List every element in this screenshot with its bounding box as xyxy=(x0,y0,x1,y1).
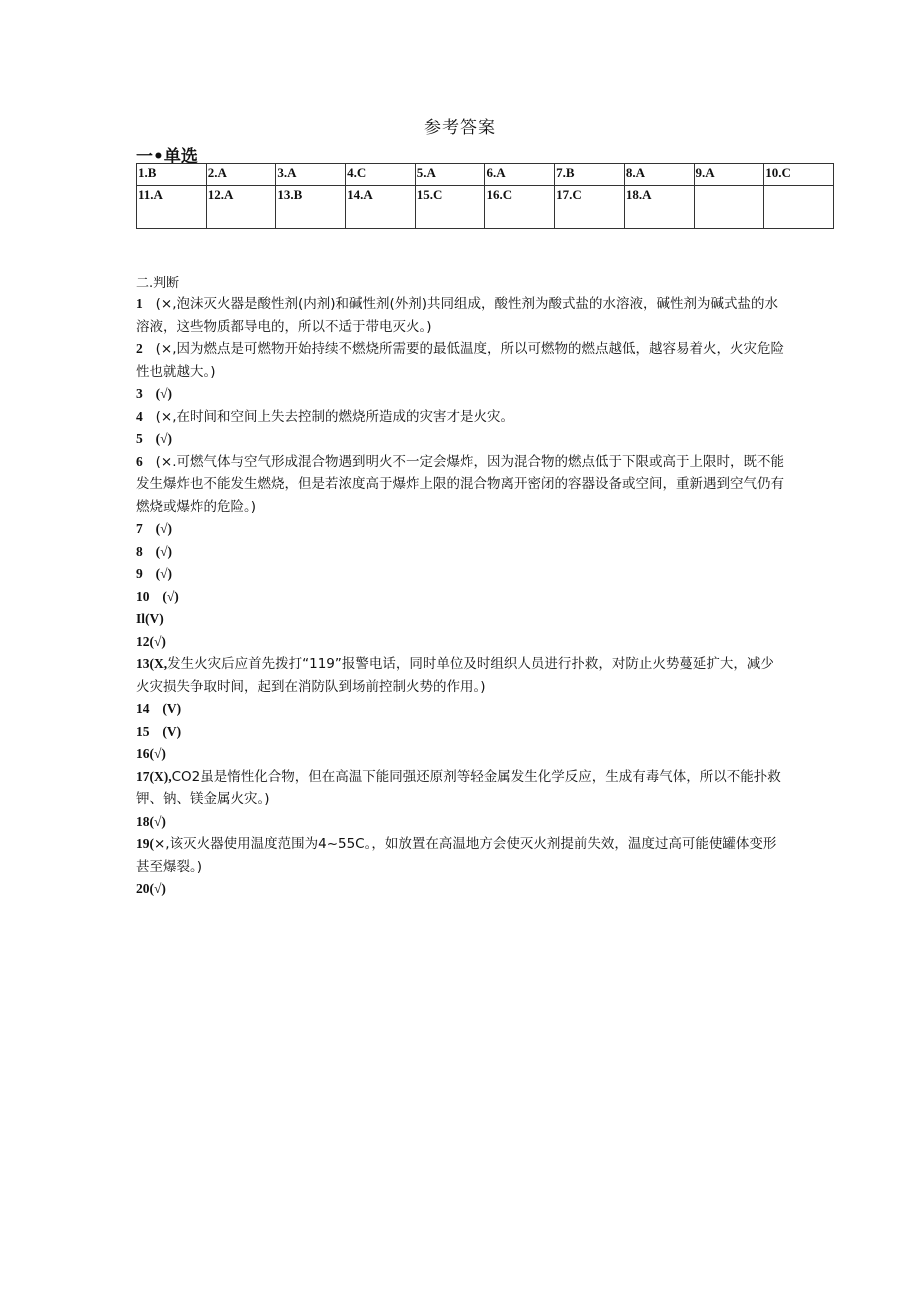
item-number: 17(X), xyxy=(136,768,172,784)
item-text: (√) xyxy=(155,543,173,559)
item-text: (√) xyxy=(155,566,173,581)
item-number: 13(X, xyxy=(136,656,168,671)
item-text: (V) xyxy=(162,701,182,716)
item-number: 8 xyxy=(136,543,143,559)
answer-cell: 9.A xyxy=(694,164,764,186)
list-item xyxy=(136,878,786,901)
item-number: 4 xyxy=(136,408,143,424)
section-single-choice-heading: 一•单选 xyxy=(136,147,198,167)
item-text: (√) xyxy=(155,431,173,446)
list-item xyxy=(136,518,786,541)
list-item xyxy=(136,338,786,383)
item-text: (V) xyxy=(162,723,182,739)
item-number: 19( xyxy=(136,836,154,851)
item-text: 发生火灾后应首先拨打“119”报警电话，同时单位及时组织人员进行扑救，对防止火势蔓延扩大，减少火灾损失争取时间，起到在消防队到场前控制火势的作用。) xyxy=(136,656,774,695)
answer-cell: 1.B xyxy=(137,164,207,186)
answer-cell xyxy=(694,186,764,229)
list-item xyxy=(136,721,786,744)
answer-cell: 18.A xyxy=(624,186,694,229)
answer-cell: 4.C xyxy=(346,164,416,186)
item-number: 9 xyxy=(136,566,143,581)
item-number: 2 xyxy=(136,341,143,356)
item-number: 3 xyxy=(136,386,143,401)
item-text: (√) xyxy=(155,521,173,536)
answer-cell: 13.B xyxy=(276,186,346,229)
list-item xyxy=(136,653,786,698)
answer-cell: 6.A xyxy=(485,164,555,186)
answer-cell: 11.A xyxy=(137,186,207,229)
item-text: ×,该灭火器使用温度范围为4~55C。，如放置在高温地方会使灭火剂提前失效，温度过高可能使罐体变形甚至爆裂。) xyxy=(136,836,777,875)
item-text: (√) xyxy=(155,386,173,401)
answer-cell: 17.C xyxy=(555,186,625,229)
item-text: CO2虽是惰性化合物，但在高温下能同强还原剂等轻金属发生化学反应，生成有毒气体，所以不能扑救钾、钠、镁金属火灾。) xyxy=(136,768,781,807)
list-item xyxy=(136,383,786,406)
answer-cell: 16.C xyxy=(485,186,555,229)
item-number: 16(√) xyxy=(136,746,166,761)
answer-cell: 15.C xyxy=(415,186,485,229)
answer-cell xyxy=(764,186,834,229)
item-text: (√) xyxy=(162,588,179,604)
item-text: (×.可燃气体与空气形成混合物遇到明火不一定会爆炸，因为混合物的燃点低于下限或高于上限时，既不能发生爆炸也不能发生燃烧，但是若浓度高于爆炸上限的混合物离开密闭的容器设备或空间，重新遇到空气仍有燃烧或爆炸的危险。) xyxy=(136,453,784,515)
item-number: 6 xyxy=(136,453,143,469)
item-number: 14 xyxy=(136,701,150,716)
table-row xyxy=(137,186,834,229)
list-item xyxy=(136,811,786,834)
answer-cell: 2.A xyxy=(206,164,276,186)
list-item xyxy=(136,833,786,878)
item-number: 5 xyxy=(136,431,143,446)
item-number: 7 xyxy=(136,521,143,536)
list-item xyxy=(136,406,786,429)
answer-cell: 14.A xyxy=(346,186,416,229)
true-false-answer-list xyxy=(136,293,786,901)
list-item xyxy=(136,563,786,586)
item-number: 15 xyxy=(136,723,150,739)
list-item xyxy=(136,586,786,609)
list-item xyxy=(136,698,786,721)
list-item xyxy=(136,631,786,654)
table-row xyxy=(137,164,834,186)
item-number: 18(√) xyxy=(136,813,166,829)
item-number: Il(V) xyxy=(136,611,164,626)
page-title: 参考答案 xyxy=(424,118,496,138)
list-item xyxy=(136,428,786,451)
answer-cell: 3.A xyxy=(276,164,346,186)
item-number: 1 xyxy=(136,296,143,311)
list-item xyxy=(136,293,786,338)
section-true-false-heading: 二.判断 xyxy=(136,276,180,291)
item-number: 12(√) xyxy=(136,633,166,649)
list-item xyxy=(136,608,786,631)
item-number: 10 xyxy=(136,588,150,604)
item-text: (×,在时间和空间上失去控制的燃烧所造成的灾害才是火灾。 xyxy=(155,408,514,425)
item-text: (×,因为燃点是可燃物开始持续不燃烧所需要的最低温度，所以可燃物的燃点越低，越容易着火，火灾危险性也就越大。) xyxy=(136,341,784,380)
answer-cell: 12.A xyxy=(206,186,276,229)
answer-cell: 5.A xyxy=(415,164,485,186)
answer-cell: 7.B xyxy=(555,164,625,186)
list-item xyxy=(136,541,786,564)
answer-cell: 10.C xyxy=(764,164,834,186)
item-text: (×,泡沫灭火器是酸性剂(内剂)和碱性剂(外剂)共同组成，酸性剂为酸式盐的水溶液，碱性剂为碱式盐的水溶液，这些物质都导电的，所以不适于带电灭火。) xyxy=(136,296,779,335)
single-choice-answer-table xyxy=(136,163,834,229)
list-item xyxy=(136,766,786,811)
item-number: 20(√) xyxy=(136,881,166,896)
answer-cell: 8.A xyxy=(624,164,694,186)
list-item xyxy=(136,743,786,766)
list-item xyxy=(136,451,786,519)
